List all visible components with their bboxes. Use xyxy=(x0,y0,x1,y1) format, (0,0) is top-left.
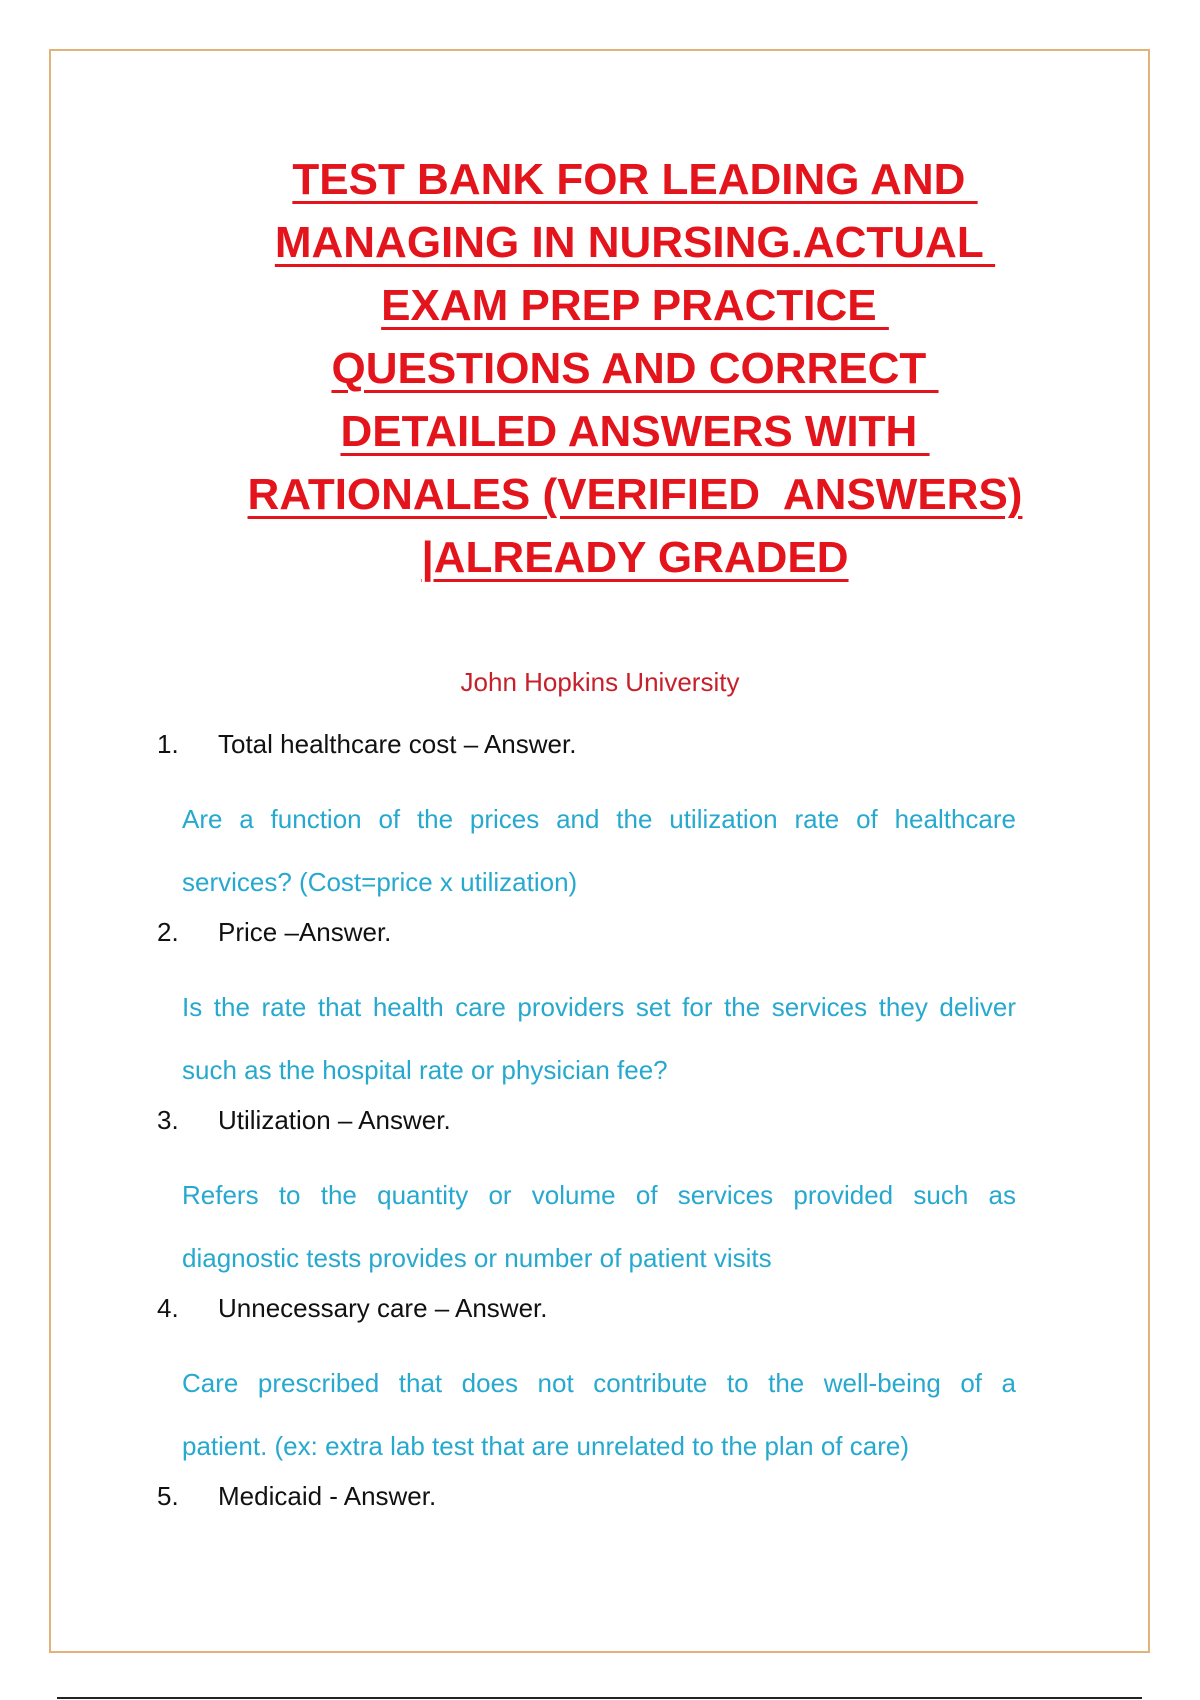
answer-line: Is the rate that health care providers set for the services they deliver xyxy=(182,992,1016,1022)
question-number: 2. xyxy=(157,917,179,947)
answer-line: services? (Cost=price x utilization) xyxy=(182,867,578,897)
title-line xyxy=(200,148,1070,211)
title-line-text: MANAGING IN NURSING.ACTUAL xyxy=(274,218,996,267)
footer-divider xyxy=(57,1697,1142,1699)
title-line-text: TEST BANK FOR LEADING AND xyxy=(292,155,978,204)
question xyxy=(157,1102,1017,1164)
title-line-text: |ALREADY GRADED xyxy=(421,533,849,582)
answer xyxy=(182,788,1016,914)
question-text: Unnecessary care – Answer. xyxy=(218,1293,548,1323)
title-line xyxy=(200,526,1070,589)
title-line xyxy=(200,463,1070,526)
title-line-text: DETAILED ANSWERS WITH xyxy=(340,407,930,456)
question xyxy=(157,726,1017,788)
question xyxy=(157,1478,1017,1540)
question-text: Utilization – Answer. xyxy=(218,1105,451,1135)
qa-item xyxy=(157,1290,1017,1478)
answer xyxy=(182,1352,1016,1478)
answer-line: Refers to the quantity or volume of services provided such as xyxy=(182,1180,1016,1210)
question-number: 3. xyxy=(157,1105,179,1135)
answer-line: Are a function of the prices and the utilization rate of healthcare xyxy=(182,804,1016,834)
question-number: 1. xyxy=(157,729,179,759)
title-line xyxy=(200,274,1070,337)
title-line xyxy=(200,337,1070,400)
title-line xyxy=(200,400,1070,463)
answer-line: such as the hospital rate or physician fee? xyxy=(182,1055,668,1085)
title-line-text: RATIONALES (VERIFIED ANSWERS) xyxy=(247,470,1023,519)
title-line-text: QUESTIONS AND CORRECT xyxy=(331,344,939,393)
question-number: 5. xyxy=(157,1481,179,1511)
qa-item xyxy=(157,1102,1017,1290)
institution-name: John Hopkins University xyxy=(460,667,740,697)
answer xyxy=(182,1164,1016,1290)
qa-item xyxy=(157,1478,1017,1540)
question-text: Medicaid - Answer. xyxy=(218,1481,437,1511)
question xyxy=(157,1290,1017,1352)
answer-line: diagnostic tests provides or number of patient visits xyxy=(182,1243,772,1273)
answer-line: patient. (ex: extra lab test that are unrelated to the plan of care) xyxy=(182,1431,909,1461)
question-text: Total healthcare cost – Answer. xyxy=(218,729,577,759)
qa-list xyxy=(157,726,1017,1540)
answer-line: Care prescribed that does not contribute to the well-being of a xyxy=(182,1368,1016,1398)
qa-item xyxy=(157,914,1017,1102)
question xyxy=(157,914,1017,976)
question-number: 4. xyxy=(157,1293,179,1323)
question-text: Price –Answer. xyxy=(218,917,392,947)
title-line xyxy=(200,211,1070,274)
qa-item xyxy=(157,726,1017,914)
document-title xyxy=(200,148,1070,589)
answer xyxy=(182,976,1016,1102)
title-line-text: EXAM PREP PRACTICE xyxy=(381,281,889,330)
